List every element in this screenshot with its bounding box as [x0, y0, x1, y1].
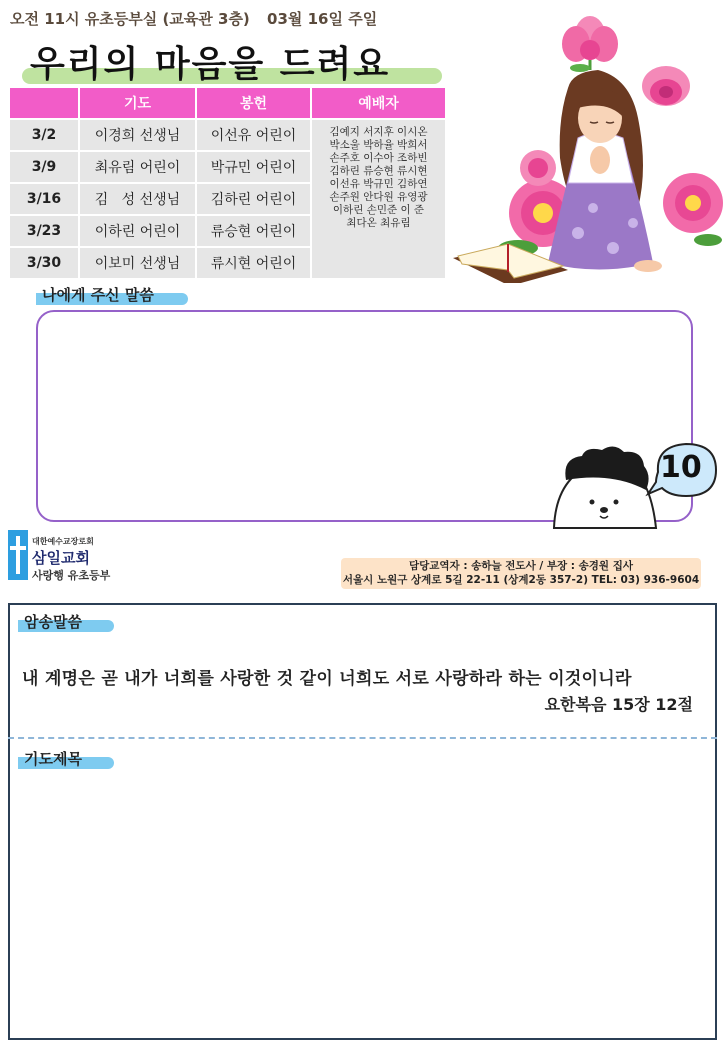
duty-table: [8, 86, 447, 280]
table-header-worshippers: 예배자: [311, 87, 446, 119]
worshipper-line: 박소울 박하율 박희서: [329, 139, 428, 151]
flower-icon: [562, 16, 618, 72]
row-prayer: 최유림 어린이: [79, 151, 196, 183]
church-name: 삼일교회: [32, 549, 90, 567]
worshipper-line: 손주원 안다원 유영광: [329, 191, 428, 203]
worshipper-line: 이하린 손민준 이 준: [332, 204, 425, 216]
worshipper-line: 최다온 최유림: [346, 217, 411, 229]
prayer-topics-title: 기도제목: [24, 750, 82, 768]
worshippers-cell: [311, 119, 446, 279]
issue-number: 10: [660, 450, 702, 485]
table-header-prayer: 기도: [79, 87, 196, 119]
section-divider: [8, 737, 717, 739]
worshipper-line: 이선유 박규민 김하연: [329, 178, 428, 190]
denomination-name: 대한예수교장로회: [32, 537, 94, 546]
flower-icon: [642, 66, 690, 106]
word-section-title: 나에게 주신 말씀: [42, 286, 154, 304]
memory-verse-reference: 요한복음 15장 12절: [544, 695, 693, 714]
praying-girl-illustration: [448, 8, 723, 283]
row-offering: 류시현 어린이: [196, 247, 311, 279]
memory-verse-title: 암송말씀: [24, 613, 82, 631]
church-logo-icon: [8, 530, 28, 580]
table-header-row: [9, 87, 446, 119]
row-offering: 김하린 어린이: [196, 183, 311, 215]
worshipper-line: 김예지 서지후 이시온: [329, 126, 428, 138]
row-offering: 박규민 어린이: [196, 151, 311, 183]
memory-verse-text: 내 계명은 곧 내가 너희를 사랑한 것 같이 너희도 서로 사랑하라 하는 이것이니라: [22, 669, 632, 689]
row-date: 3/9: [9, 151, 79, 183]
row-date: 3/30: [9, 247, 79, 279]
bible-icon: [453, 244, 568, 283]
row-prayer: 이보미 선생님: [79, 247, 196, 279]
row-offering: 류승현 어린이: [196, 215, 311, 247]
service-info: [10, 8, 377, 29]
row-prayer: 김 성 선생님: [79, 183, 196, 215]
contact-info: [341, 558, 701, 589]
table-header-date: [9, 87, 79, 119]
church-department: 사랑행 유초등부: [32, 569, 111, 582]
memory-verse-label: [18, 611, 128, 633]
row-date: 3/23: [9, 215, 79, 247]
flower-icon: [520, 150, 556, 186]
row-offering: 이선유 어린이: [196, 119, 311, 151]
page-title: 우리의 마음을 드려요: [30, 44, 391, 85]
prayer-topics-label: [18, 748, 128, 770]
service-location: 오전 11시 유초등부실 (교육관 3층): [10, 10, 250, 28]
service-date: 03월 16일 주일: [267, 10, 378, 28]
church-address: 서울시 노원구 상계로 5길 22-11 (상계2동 357-2) TEL: 03) 936-9604: [342, 574, 700, 586]
row-prayer: 이하린 어린이: [79, 215, 196, 247]
row-prayer: 이경희 선생님: [79, 119, 196, 151]
word-section-label: [36, 284, 196, 306]
table-row: [9, 119, 446, 151]
worshipper-line: 손주호 이수아 조하빈: [329, 152, 428, 164]
flower-icon: [663, 173, 723, 233]
staff-info: 담당교역자 : 송하늘 전도사 / 부장 : 송경원 집사: [408, 560, 634, 572]
worshipper-line: 김하린 류승현 류시현: [329, 165, 428, 177]
row-date: 3/2: [9, 119, 79, 151]
row-date: 3/16: [9, 183, 79, 215]
prayer-topics-writing-area[interactable]: [14, 776, 711, 1034]
table-header-offering: 봉헌: [196, 87, 311, 119]
